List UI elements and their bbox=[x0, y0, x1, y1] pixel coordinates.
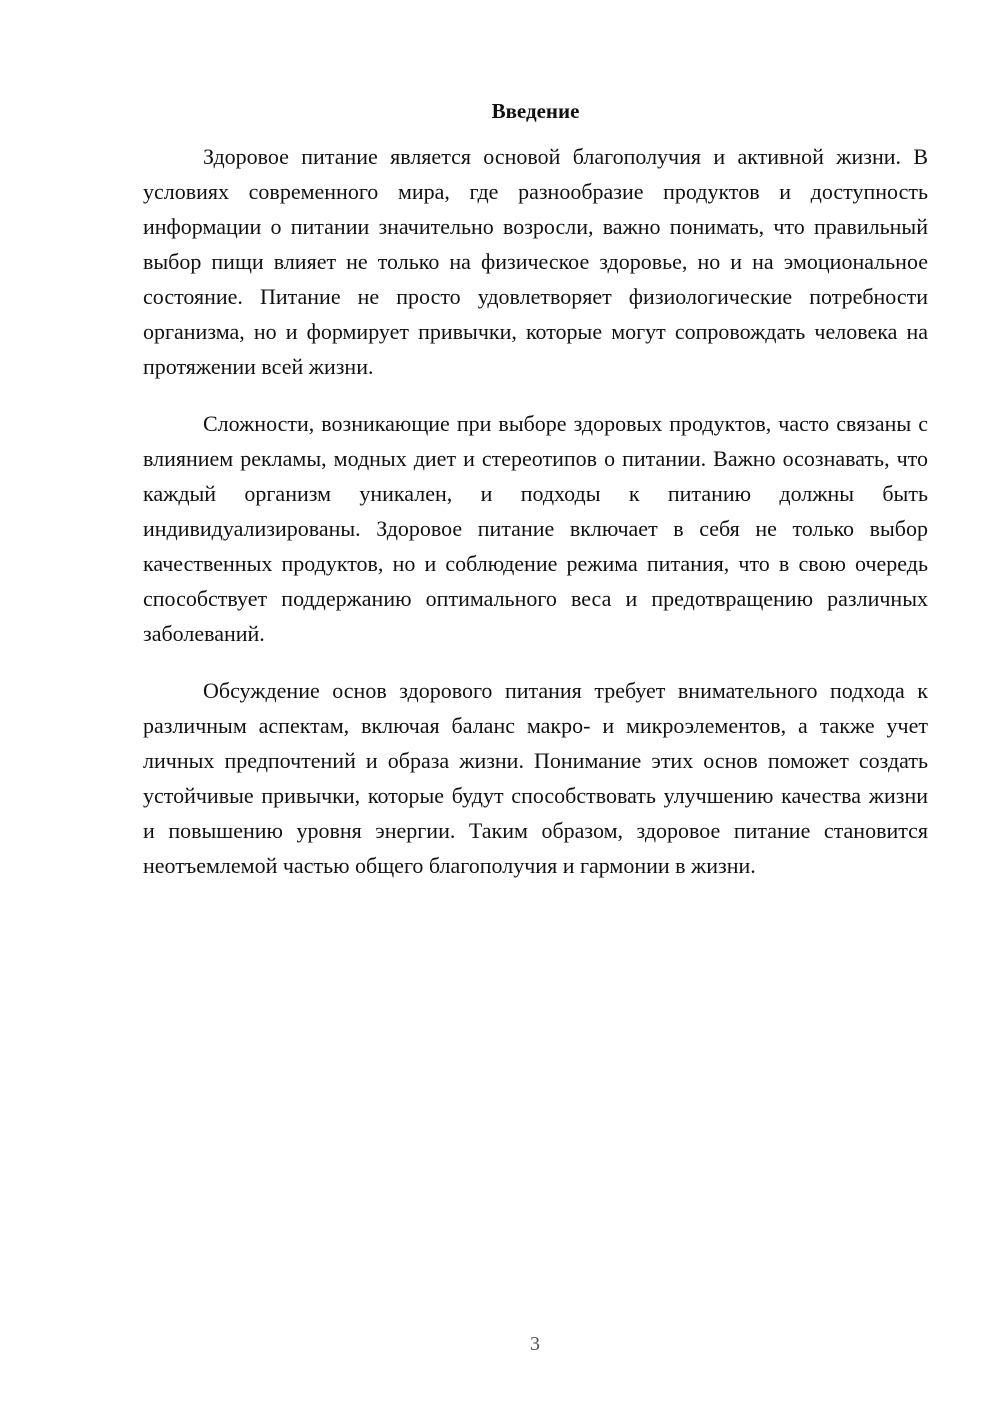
paragraph-1: Здоровое питание является основой благополучия и активной жизни. В условиях современного мира, где разнообразие продуктов и доступность информации о питании значительно возросли, важно понимать, что правильный выбор пищи влияет не только на физическое здоровье, но и на эмоциональное состояние. Питание не просто удовлетворяет физиологические потребности организма, но и формирует привычки, которые могут сопровождать человека на протяжении всей жизни. bbox=[143, 144, 928, 379]
paragraph-2: Сложности, возникающие при выборе здоровых продуктов, часто связаны с влиянием рекламы, модных диет и стереотипов о питании. Важно осознавать, что каждый организм уникален, и подходы к питанию должны быть индивидуализированы. Здоровое питание включает в себя не только выбор качественных продуктов, но и соблюдение режима питания, что в свою очередь способствует поддержанию оптимального веса и предотвращению различных заболеваний. bbox=[143, 411, 928, 646]
page-number: 3 bbox=[530, 1333, 540, 1355]
page-content bbox=[143, 96, 928, 905]
section-heading: Введение bbox=[491, 99, 580, 123]
paragraph-3: Обсуждение основ здорового питания требует внимательного подхода к различным аспектам, включая баланс макро- и микроэлементов, а также учет личных предпочтений и образа жизни. Понимание этих основ поможет создать устойчивые привычки, которые будут способствовать улучшению качества жизни и повышению уровня энергии. Таким образом, здоровое питание становится неотъемлемой частью общего благополучия и гармонии в жизни. bbox=[143, 678, 928, 878]
